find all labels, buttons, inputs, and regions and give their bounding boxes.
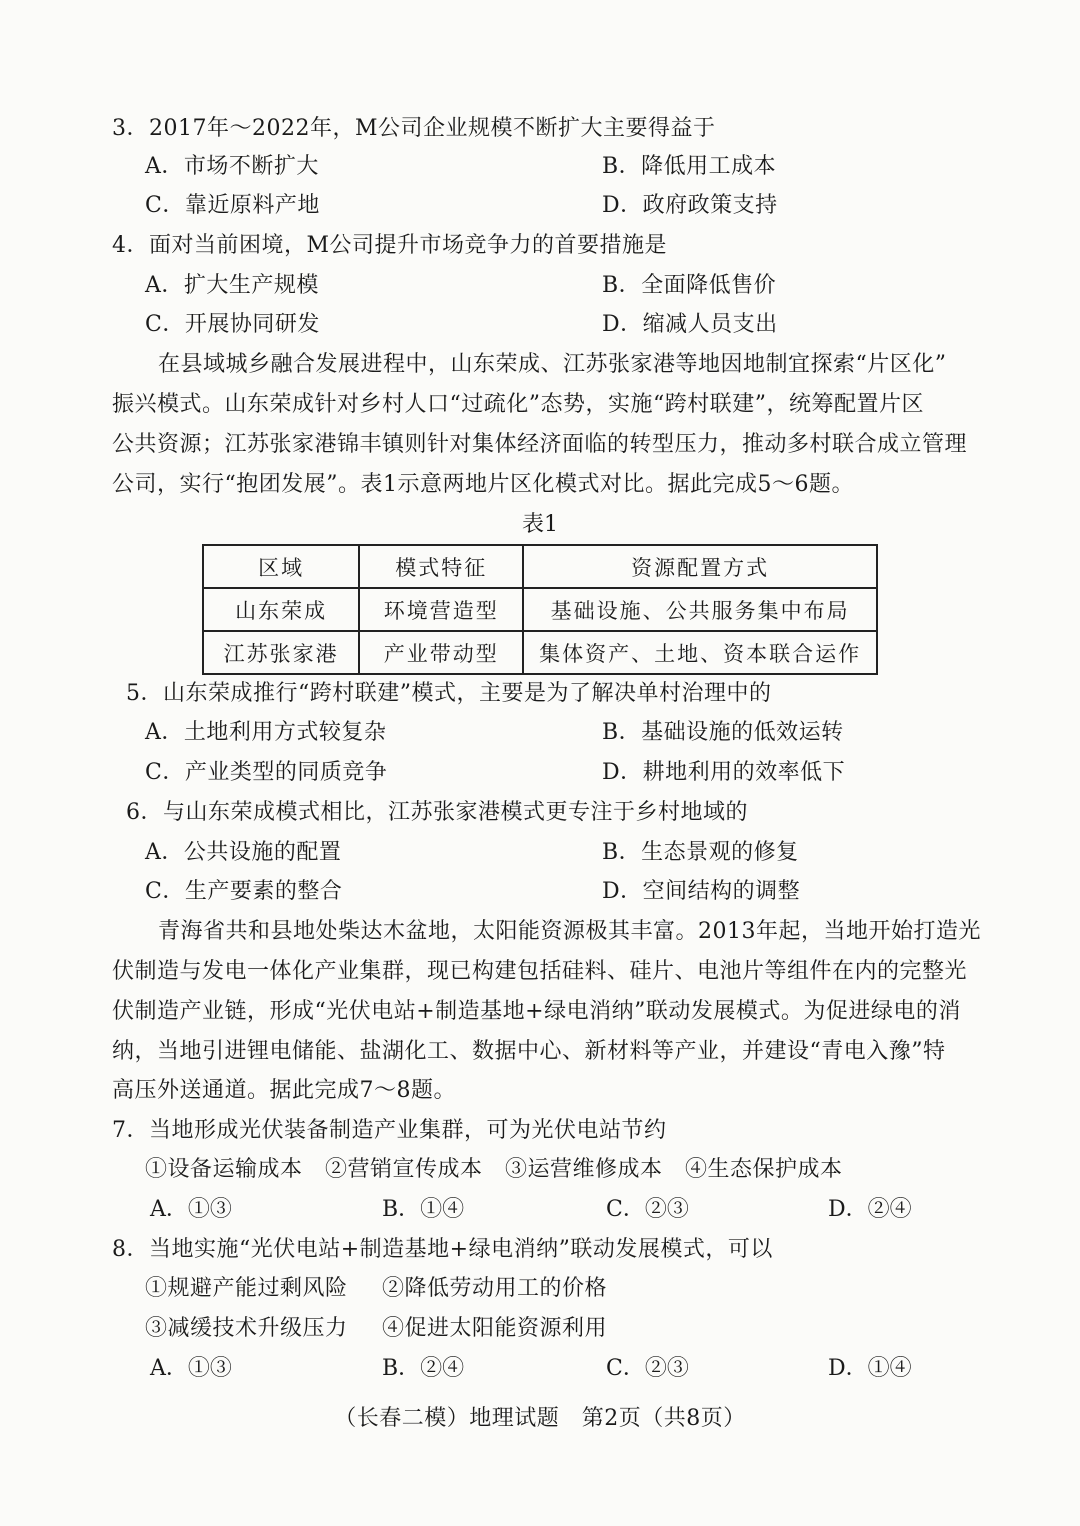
passage2-line-4: 纳，当地引进锂电储能、盐湖化工、数据中心、新材料等产业，并建设“青电入豫”特	[112, 1039, 946, 1064]
q3-option-b: B．降低用工成本	[602, 154, 777, 179]
q8-option-a: A．①③	[150, 1356, 232, 1381]
q5-option-a: A．土地利用方式较复杂	[145, 720, 387, 745]
q7-option-b: B．①④	[382, 1197, 465, 1222]
q8-choice-1: ①规避产能过剩风险	[145, 1276, 348, 1301]
q8-choice-2: ②降低劳动用工的价格	[382, 1276, 608, 1301]
table-header-row	[203, 545, 877, 588]
q7-option-a: A．①③	[150, 1197, 232, 1222]
q6-option-a: A．公共设施的配置	[145, 840, 342, 865]
q7-option-d: D．②④	[828, 1197, 912, 1222]
q6-option-b: B．生态景观的修复	[602, 840, 799, 865]
page-footer: （长春二模）地理试题 第2页（共8页）	[334, 1406, 746, 1431]
table-header-cell: 区域	[203, 545, 359, 588]
passage1-line-2: 振兴模式。山东荣成针对乡村人口“过疏化”态势，实施“跨村联建”，统筹配置片区	[112, 392, 924, 417]
table-cell: 环境营造型	[359, 588, 523, 631]
table-row	[203, 631, 877, 674]
table1-caption: 表1	[522, 512, 558, 537]
table-cell: 产业带动型	[359, 631, 523, 674]
table-header-cell: 资源配置方式	[523, 545, 877, 588]
table-cell: 江苏张家港	[203, 631, 359, 674]
q5-stem: 5．山东荣成推行“跨村联建”模式，主要是为了解决单村治理中的	[126, 681, 772, 706]
table-cell: 山东荣成	[203, 588, 359, 631]
q3-option-c: C．靠近原料产地	[145, 193, 320, 218]
q6-option-d: D．空间结构的调整	[602, 879, 801, 904]
q5-option-c: C．产业类型的同质竞争	[145, 760, 388, 785]
q4-option-c: C．开展协同研发	[145, 312, 320, 337]
passage2-line-5: 高压外送通道。据此完成7～8题。	[112, 1078, 456, 1103]
q8-choice-3: ③减缓技术升级压力	[145, 1316, 348, 1341]
q7-choices: ①设备运输成本 ②营销宣传成本 ③运营维修成本 ④生态保护成本	[145, 1157, 843, 1182]
q4-option-b: B．全面降低售价	[602, 273, 777, 298]
q6-option-c: C．生产要素的整合	[145, 879, 343, 904]
q8-option-c: C．②③	[606, 1356, 689, 1381]
passage1-line-3: 公共资源；江苏张家港锦丰镇则针对集体经济面临的转型压力，推动多村联合成立管理	[112, 432, 968, 457]
q3-stem: 3．2017年～2022年，M公司企业规模不断扩大主要得益于	[112, 116, 716, 141]
q6-stem: 6．与山东荣成模式相比，江苏张家港模式更专注于乡村地域的	[126, 800, 748, 825]
q8-option-d: D．①④	[828, 1356, 912, 1381]
q4-option-d: D．缩减人员支出	[602, 312, 778, 337]
q4-option-a: A．扩大生产规模	[145, 273, 319, 298]
q5-option-d: D．耕地利用的效率低下	[602, 760, 846, 785]
passage1-line-4: 公司，实行“抱团发展”。表1示意两地片区化模式对比。据此完成5～6题。	[112, 472, 854, 497]
q7-option-c: C．②③	[606, 1197, 689, 1222]
passage2-line-3: 伏制造产业链，形成“光伏电站+制造基地+绿电消纳”联动发展模式。为促进绿电的消	[112, 999, 961, 1024]
table-cell: 集体资产、土地、资本联合运作	[523, 631, 877, 674]
q8-stem: 8．当地实施“光伏电站+制造基地+绿电消纳”联动发展模式，可以	[112, 1237, 773, 1262]
passage2-line-1: 青海省共和县地处柴达木盆地，太阳能资源极其丰富。2013年起，当地开始打造光	[158, 919, 981, 944]
q5-option-b: B．基础设施的低效运转	[602, 720, 844, 745]
passage2-line-2: 伏制造与发电一体化产业集群，现已构建包括硅料、硅片、电池片等组件在内的完整光	[112, 959, 968, 984]
table-header-cell: 模式特征	[359, 545, 523, 588]
table-row	[203, 588, 877, 631]
q4-stem: 4．面对当前困境，M公司提升市场竞争力的首要措施是	[112, 233, 668, 258]
q8-option-b: B．②④	[382, 1356, 465, 1381]
passage1-line-1: 在县域城乡融合发展进程中，山东荣成、江苏张家港等地因地制宜探索“片区化”	[158, 352, 947, 377]
q7-stem: 7．当地形成光伏装备制造产业集群，可为光伏电站节约	[112, 1118, 667, 1143]
table1	[202, 544, 878, 675]
q3-option-a: A．市场不断扩大	[145, 154, 319, 179]
q3-option-d: D．政府政策支持	[602, 193, 778, 218]
table-cell: 基础设施、公共服务集中布局	[523, 588, 877, 631]
q8-choice-4: ④促进太阳能资源利用	[382, 1316, 608, 1341]
